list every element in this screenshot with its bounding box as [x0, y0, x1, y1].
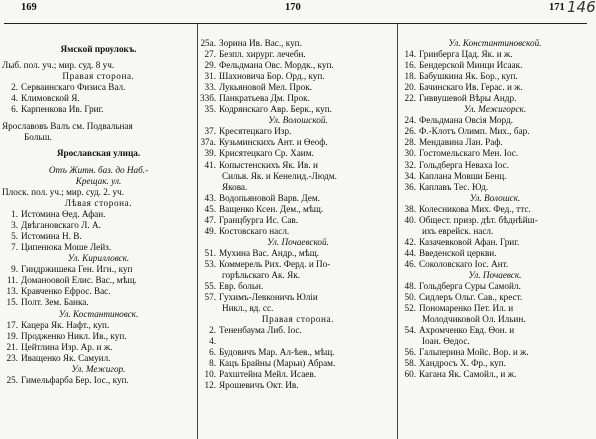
house-entry	[400, 358, 590, 369]
resident-name: Гимельфарба Бер. Іос., куп.	[21, 374, 129, 385]
resident-name: Доманоовой Елис. Вас., мѣщ.	[21, 275, 137, 286]
house-entry	[200, 358, 396, 369]
entry-continuation: Іоан. Ѳедос.	[422, 336, 470, 347]
resident-name: Фельдмана Овс. Мордк., куп.	[219, 60, 334, 71]
resident-name: Гостомельскаго Мен. Іос.	[419, 148, 519, 159]
house-number: 5.	[11, 231, 18, 242]
house-entry	[2, 331, 195, 342]
house-number: 39.	[204, 148, 216, 159]
house-entry	[200, 226, 396, 237]
house-number: 58.	[404, 358, 416, 369]
resident-name: Введенской церкви.	[419, 247, 497, 258]
resident-name: Колесникова Мих. Фед., ттс.	[419, 203, 531, 214]
house-number: 38.	[404, 203, 416, 214]
resident-name: Гиввушевой Вѣры Андр.	[419, 93, 517, 104]
street-heading: Ямской проулокъ.	[60, 43, 137, 54]
entry-continuation: Больш.	[24, 131, 52, 142]
resident-name: Крисятецкаго Ср. Хаим.	[219, 148, 314, 159]
house-entry	[400, 281, 590, 292]
house-number: 6.	[11, 104, 18, 115]
house-entry	[400, 160, 590, 171]
house-number: 44.	[404, 247, 416, 258]
entry-continuation: Сильв. Як. и Кенелид.-Людм.	[222, 170, 337, 181]
entry-continuation: Никл., вд. сс.	[222, 303, 274, 314]
house-number: 10.	[204, 369, 216, 380]
house-entry	[200, 160, 396, 171]
entry-continuation: ихъ еврейск. насл.	[422, 225, 494, 236]
house-number: 3.	[11, 220, 18, 231]
house-entry	[400, 148, 590, 159]
house-number: 42.	[404, 236, 416, 247]
house-number: 53.	[204, 258, 216, 269]
house-number: 15.	[6, 297, 18, 308]
house-entry	[200, 336, 396, 347]
house-number: 22.	[404, 93, 416, 104]
house-number: 34.	[404, 170, 416, 181]
house-entry	[200, 369, 396, 380]
house-entry	[200, 104, 396, 115]
resident-name: Гранцбурга Ис. Сав.	[219, 214, 299, 225]
house-number: 18.	[404, 71, 416, 82]
house-entry	[400, 237, 590, 248]
cross-street-heading: Ул. Константиновской.	[448, 38, 542, 48]
house-entry	[200, 71, 396, 82]
resident-name: Гольдберга Суры Самойл.	[419, 281, 521, 292]
house-entry	[200, 60, 396, 71]
resident-name: Кравченко Ефрос. Вас.	[21, 286, 111, 297]
resident-name: Шахновича Бор. Орд., куп.	[219, 71, 325, 82]
house-entry	[2, 104, 195, 115]
house-number: 4.	[11, 93, 18, 104]
house-number: 8.	[209, 358, 216, 369]
house-number: 25а.	[200, 38, 216, 48]
column-3	[400, 38, 590, 380]
resident-name: Гальперина Мойс. Вор. и ж.	[419, 347, 529, 358]
house-number: 35.	[204, 104, 216, 115]
house-number: 48.	[404, 281, 416, 292]
house-number: 1.	[11, 209, 18, 220]
resident-name: Кацера Як. Нафт., куп.	[21, 319, 110, 330]
house-number: 37а.	[200, 137, 216, 148]
house-entry	[200, 93, 396, 104]
house-entry	[200, 259, 396, 270]
resident-name: Ф.-Клотъ Олимп. Мих., бар.	[419, 126, 530, 137]
house-number: 47.	[204, 214, 216, 225]
house-entry	[2, 264, 195, 275]
house-entry	[400, 71, 590, 82]
house-entry	[200, 49, 396, 60]
house-entry	[400, 347, 590, 358]
resident-name: Гринберга Цад. Як. и ж.	[419, 49, 513, 60]
house-number: 57.	[204, 292, 216, 303]
resident-name: Мухина Вас. Андр., мѣщ.	[219, 247, 320, 258]
house-entry	[400, 137, 590, 148]
house-number: 20.	[404, 82, 416, 93]
house-number: 6.	[209, 347, 216, 358]
resident-name: Кодрянскаго Авр. Берк., куп.	[219, 104, 332, 115]
house-number: 43.	[204, 192, 216, 203]
house-entry	[200, 38, 396, 49]
cross-street-heading: Крещак. ул.	[75, 175, 122, 186]
house-number: 45.	[204, 203, 216, 214]
resident-name: Водопьяновой Варв. Дем.	[219, 192, 320, 203]
resident-name: Серваинскаго Физиса Вал.	[21, 82, 126, 93]
resident-name: Кресятецкаго Изр.	[219, 126, 292, 137]
entry-continuation: горѣльскаго Ак. Як.	[222, 269, 300, 280]
resident-name: Сидлеръ Ольг. Сав., крест.	[419, 292, 523, 303]
house-entry	[400, 204, 590, 215]
house-entry	[400, 171, 590, 182]
resident-name: Цейтлина Изр. Ар. и ж.	[21, 341, 113, 352]
page-number-center: 170	[285, 2, 301, 13]
house-entry	[200, 148, 396, 159]
house-number: 54.	[404, 325, 416, 336]
house-entry	[2, 297, 195, 308]
resident-name: Каплавъ Тес. Юд.	[419, 181, 489, 192]
house-number: 33.	[204, 82, 216, 93]
resident-name: Хандросъ Х. Фр., куп.	[419, 358, 506, 369]
resident-name: Общест. призр. дѣт. бѣднѣйш-	[419, 214, 538, 225]
resident-name: Костовскаго насл.	[219, 225, 290, 236]
entry-continuation: Молодчиковой Ол. Ильин.	[422, 314, 526, 325]
house-number: 29.	[204, 60, 216, 71]
house-number: 33б.	[200, 93, 217, 104]
house-entry	[400, 49, 590, 60]
resident-name: Климовской Я.	[21, 93, 80, 104]
house-number: 24.	[404, 115, 416, 126]
column-1	[2, 38, 195, 386]
house-number: 9.	[11, 264, 18, 275]
house-entry	[400, 93, 590, 104]
resident-name: Тененбаума Либ. Іос.	[219, 325, 302, 336]
house-number: 36.	[404, 181, 416, 192]
resident-name: Безпл. хирург. лечебн.	[219, 49, 306, 60]
house-entry	[200, 325, 396, 336]
resident-name: Гольдберга Неваха Іос.	[419, 159, 509, 170]
house-number: 41.	[204, 159, 216, 170]
resident-name: Панкратьева Дм. Прок.	[219, 93, 310, 104]
resident-name: Ващенко Ксен. Дем., мѣщ.	[219, 203, 324, 214]
cross-street-heading: Ул. Волошск.	[469, 192, 521, 203]
resident-name: Бендерской Минци Исаак.	[419, 60, 523, 71]
page-number-right: 171	[549, 2, 565, 13]
house-number: 30.	[404, 148, 416, 159]
resident-name: Пономаренко Пет. Ил. и	[419, 303, 514, 314]
house-entry	[200, 292, 396, 303]
house-number: 19.	[6, 330, 18, 341]
house-number: 26.	[404, 126, 416, 137]
district-info: Плоск. пол. уч.; мир. суд. 2. уч.	[2, 187, 124, 198]
house-entry	[2, 231, 195, 242]
house-entry	[200, 347, 396, 358]
house-number: 55.	[204, 281, 216, 292]
house-entry	[200, 204, 396, 215]
resident-name: Истомина Н. В.	[21, 231, 82, 242]
cross-street-heading: Ул. Волошской.	[268, 115, 328, 126]
resident-name: Соколовскаго Іос. Ант.	[419, 258, 509, 269]
cross-street-heading: Ул. Межигор.	[71, 363, 126, 374]
house-number: 2.	[209, 325, 216, 336]
house-number: 17.	[6, 319, 18, 330]
house-number: 49.	[204, 225, 216, 236]
house-number: 21.	[6, 341, 18, 352]
district-info: Ярославовъ Валъ см. Подвальная	[2, 120, 133, 131]
resident-name: Кацъ Брайны (Марьи) Абрам.	[219, 358, 336, 369]
house-entry	[400, 325, 590, 336]
side-heading: Правая сторона.	[261, 314, 335, 325]
resident-name: Бабушкина Як. Бор., куп.	[419, 71, 518, 82]
house-number: 60.	[404, 369, 416, 380]
house-entry	[200, 380, 396, 391]
column-divider-2	[397, 24, 398, 439]
resident-name: Гухимъ-Левконичъ Юліи	[219, 292, 318, 303]
house-number: 50.	[404, 292, 416, 303]
house-entry	[2, 375, 195, 386]
resident-name: Ахромченко Евд. Ѳон. и	[419, 325, 515, 336]
resident-name: Истомина Ѳед. Афан.	[21, 209, 106, 220]
resident-name: Продженко Никл. Ив., куп.	[21, 330, 127, 341]
house-entry	[400, 292, 590, 303]
house-number: 12.	[204, 380, 216, 391]
resident-name: Карпенкова Ив. Григ.	[21, 104, 104, 115]
resident-name: Лукьяновой Мел. Прок.	[219, 82, 312, 93]
cross-street-heading: Ул. Межигорск.	[463, 104, 527, 115]
house-number: 31.	[204, 71, 216, 82]
resident-name: Каплана Мовши Бенц.	[419, 170, 507, 181]
house-number: 28.	[404, 137, 416, 148]
resident-name: Кузьминскихъ Ант. и Ѳеоф.	[219, 137, 328, 148]
house-entry	[2, 82, 195, 93]
house-entry	[200, 248, 396, 259]
house-number: 2.	[11, 82, 18, 93]
house-number: 51.	[204, 247, 216, 258]
cross-street-heading: Ул. Почаевск.	[468, 269, 522, 280]
house-entry	[2, 320, 195, 331]
house-entry	[400, 182, 590, 193]
house-entry	[200, 126, 396, 137]
house-number: 27.	[204, 49, 216, 60]
house-entry	[400, 60, 590, 71]
house-number: 23.	[6, 352, 18, 363]
resident-name: Бачинскаго Ив. Герас. и ж.	[419, 82, 523, 93]
house-entry	[400, 303, 590, 314]
house-number: 14.	[404, 49, 416, 60]
house-entry	[2, 93, 195, 104]
house-number: 32.	[404, 159, 416, 170]
resident-name: Ципенюка Моше Лейз.	[21, 242, 112, 253]
resident-name: Зорина Ив. Вас., куп.	[219, 38, 302, 48]
house-entry	[400, 215, 590, 226]
resident-name: Гиндржишека Ген. Игн., куп	[21, 264, 133, 275]
house-entry	[400, 82, 590, 93]
house-entry	[200, 137, 396, 148]
house-entry	[400, 259, 590, 270]
cross-street-heading: Ул. Кирилловск.	[67, 253, 130, 264]
house-entry	[400, 115, 590, 126]
house-number: 52.	[404, 303, 416, 314]
house-number: 16.	[404, 60, 416, 71]
house-entry	[2, 286, 195, 297]
street-range: Отъ Житн. баз. до Наб.-	[48, 164, 149, 175]
house-entry	[400, 126, 590, 137]
side-heading: Правая сторона.	[62, 71, 135, 82]
house-number: 40.	[404, 214, 416, 225]
house-entry	[200, 82, 396, 93]
resident-name: Будовичъ Мар. Ал-ѣев., мѣщ.	[219, 347, 335, 358]
column-2	[200, 38, 396, 392]
house-entry	[400, 369, 590, 380]
street-heading: Ярославская улица.	[56, 148, 141, 159]
house-number: 11.	[6, 275, 18, 286]
resident-name: Двѣгановскаго Л. А.	[21, 220, 101, 231]
house-entry	[200, 193, 396, 204]
resident-name: Мендавина Лан. Раф.	[419, 137, 503, 148]
house-number: 4.	[209, 336, 216, 347]
resident-name: Копыстенскихъ Як. Ив. и	[219, 159, 318, 170]
entry-continuation: Якова.	[222, 181, 248, 192]
house-entry	[2, 342, 195, 353]
district-info: Лыб. пол. уч.; мир. суд. 8 уч.	[2, 60, 115, 71]
house-entry	[2, 220, 195, 231]
column-divider-1	[197, 24, 198, 439]
resident-name: Фельдмана Овсія Морд.	[419, 115, 513, 126]
resident-name: Евр. больн.	[219, 281, 264, 292]
house-number: 7.	[11, 242, 18, 253]
house-number: 25.	[6, 374, 18, 385]
house-entry	[2, 353, 195, 364]
resident-name: Иващенко Як. Самуил.	[21, 352, 111, 363]
cross-street-heading: Ул. Костантиновск.	[58, 308, 139, 319]
house-entry	[2, 242, 195, 253]
resident-name: Рахштейна Мейл. Исаев.	[219, 369, 316, 380]
house-entry	[200, 215, 396, 226]
resident-name: Кагана Як. Самойл., и ж.	[419, 369, 517, 380]
house-number: 56.	[404, 347, 416, 358]
house-entry	[2, 209, 195, 220]
resident-name: Коммерель Рих. Ферд. и По-	[219, 258, 331, 269]
house-number: 13.	[6, 286, 18, 297]
header-rule	[4, 23, 587, 24]
house-entry	[400, 248, 590, 259]
side-heading: Лѣвая сторона.	[64, 198, 133, 209]
cross-street-heading: Ул. Почаевской.	[267, 236, 329, 247]
house-number: 37.	[204, 126, 216, 137]
house-entry	[2, 275, 195, 286]
handwritten-page-number: 146	[567, 0, 596, 16]
resident-name: Казачевковой Афан. Григ.	[419, 236, 520, 247]
resident-name: Полт. Зем. Банка.	[21, 297, 89, 308]
house-number: 46.	[404, 258, 416, 269]
house-entry	[200, 281, 396, 292]
page-number-left: 169	[21, 2, 37, 13]
resident-name: Ярошевичъ Окт. Ив.	[219, 380, 299, 391]
